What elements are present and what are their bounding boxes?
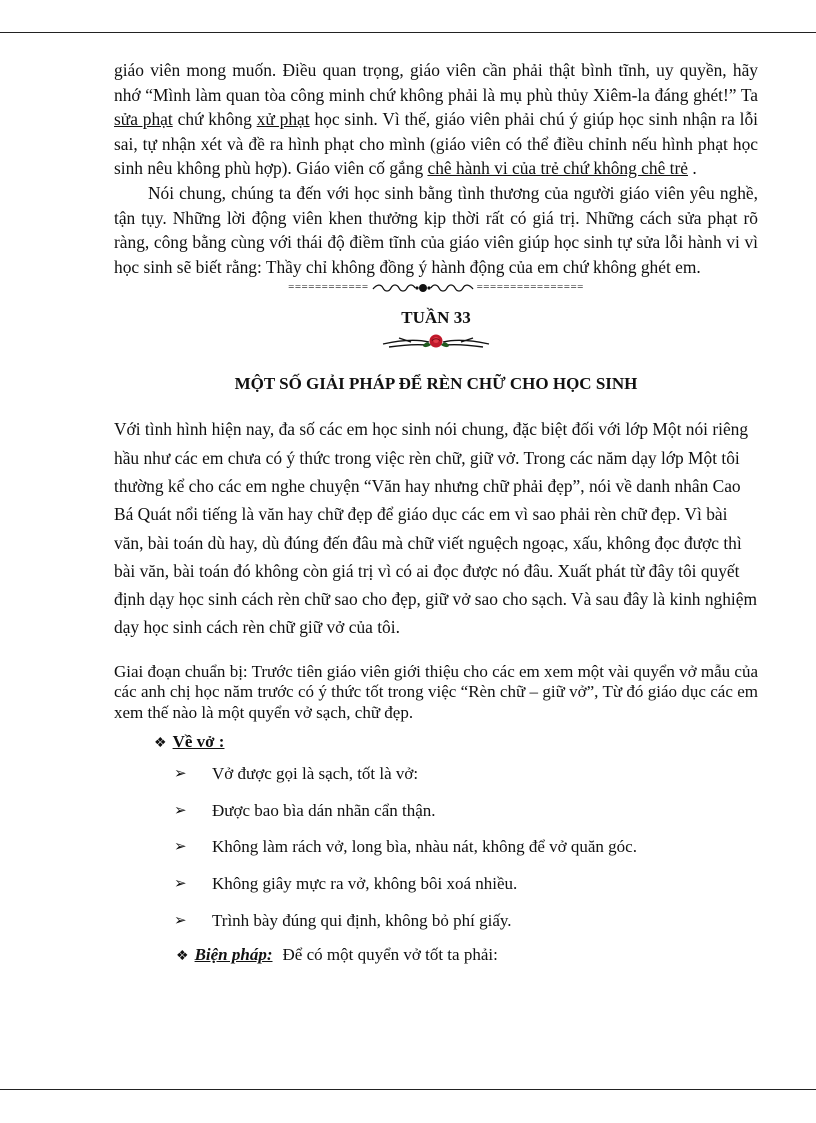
- rose-flourish-icon: [381, 330, 491, 352]
- notebook-heading-label: Về vở :: [172, 732, 225, 752]
- list-item-text: Được bao bìa dán nhãn cẩn thận.: [212, 800, 436, 820]
- notebook-heading: [154, 731, 758, 755]
- section-title: MỘT SỐ GIẢI PHÁP ĐỂ RÈN CHỮ CHO HỌC SINH: [234, 374, 638, 394]
- list-item: [174, 910, 758, 947]
- header-rule: [0, 32, 816, 33]
- text-run: .: [688, 158, 697, 179]
- arrow-bullet-icon: ➢: [174, 766, 187, 783]
- underlined-phrase-sua-phat: sửa phạt: [114, 109, 173, 130]
- paragraph-preparation: Giai đoạn chuẩn bị: Trước tiên giáo viên giới thiệu cho các em xem một vài quyển vở mẫu của các anh chị học năm trước có ý thức tốt trong việc “Rèn chữ – giữ vở”, Từ đó giáo dục các em xem thế nào là một quyển vở sạch, chữ đẹp.: [114, 661, 758, 722]
- diamond-bullet-icon: ❖: [154, 736, 167, 752]
- text-run: chứ không: [172, 109, 257, 130]
- text-run: giáo viên mong muốn. Điều quan trọng, giáo viên cần phải thật bình tĩnh, uy quyền, hãy nhớ “Mình làm quan tòa công minh chứ không phải là mụ phù thủy Xiêm-la đáng ghét!” Ta: [114, 60, 758, 105]
- section-divider: [114, 280, 758, 294]
- text-run: học sinh. Vì thế, giáo viên phải chú ý giúp học sinh nhận ra lỗi sai, tự nhận xét và đề ra hình phạt cho mình (giáo viên có thể điều chỉnh nếu hình phạt học sinh nêu không phù hợp). Giáo viên cố gắng: [114, 109, 759, 179]
- document-body: [114, 58, 758, 968]
- paragraph-conclusion: Nói chung, chúng ta đến với học sinh bằng tình thương của người giáo viên yêu nghề, tận tụy. Những lời động viên khen thưởng kịp thời rất có giá trị. Những cách sửa phạt rõ ràng, công bằng cùng với thái độ điềm tĩnh của giáo viên giúp học sinh tự sửa lỗi hành vi vì học sinh sẽ biết rằng: Thầy chỉ không đồng ý hành động của em chứ không ghét em.: [114, 182, 758, 277]
- footer-rule: [0, 1089, 816, 1090]
- measures-heading-label: Biện pháp:: [194, 945, 273, 965]
- list-item: [174, 800, 758, 837]
- arrow-bullet-icon: ➢: [174, 912, 187, 929]
- measures-heading-text: Để có một quyển vở tốt ta phải:: [282, 945, 498, 965]
- list-item: [174, 763, 758, 800]
- measures-heading: [176, 944, 758, 968]
- divider-right: ================: [476, 281, 584, 294]
- divider-left: ============: [288, 281, 369, 294]
- arrow-bullet-icon: ➢: [174, 839, 187, 856]
- underlined-phrase-che-hanh-vi: chê hành vi của trẻ chứ không chê trẻ: [427, 158, 688, 179]
- ornament-icon: [371, 283, 475, 293]
- notebook-list: [174, 763, 758, 946]
- list-item-text: Vở được gọi là sạch, tốt là vở:: [212, 764, 419, 784]
- diamond-bullet-icon: ❖: [176, 949, 189, 965]
- arrow-bullet-icon: ➢: [174, 802, 187, 819]
- arrow-bullet-icon: ➢: [174, 876, 187, 892]
- week-title: TUẦN 33: [401, 308, 471, 328]
- underlined-phrase-xu-phat: xử phạt: [256, 109, 310, 130]
- list-item-text: Trình bày đúng qui định, không bỏ phí giấy.: [212, 910, 512, 930]
- paragraph-intro: Với tình hình hiện nay, đa số các em học sinh nói chung, đặc biệt đối với lớp Một nói riêng hầu như các em chưa có ý thức trong việc rèn chữ, giữ vở. Trong các năm dạy lớp Một tôi thường kể cho các em nghe chuyện “Văn hay nhưng chữ phải đẹp”, nói về danh nhân Cao Bá Quát nổi tiếng là văn hay chữ đẹp để giáo dục các em vì sao phải rèn chữ đẹp. Vì bài văn, bài toán dù hay, dù đúng đến đâu mà chữ viết nguệch ngoạc, xấu, không đọc được thì bài văn, bài toán đó không còn giá trị vì có ai đọc được nó đâu. Xuất phát từ đây tôi quyết định dạy học sinh cách rèn chữ sao cho đẹp, giữ vở sao cho sạch. Và sau đây là kinh nghiệm dạy học sinh cách rèn chữ giữ vở của tôi.: [114, 419, 757, 638]
- list-item-text: Không giây mực ra vở, không bôi xoá nhiều.: [212, 874, 518, 893]
- list-item: [174, 836, 758, 873]
- list-item: [174, 873, 758, 910]
- list-item-text: Không làm rách vở, long bìa, nhàu nát, không để vở quăn góc.: [212, 837, 637, 857]
- paragraph-discipline: [114, 58, 758, 181]
